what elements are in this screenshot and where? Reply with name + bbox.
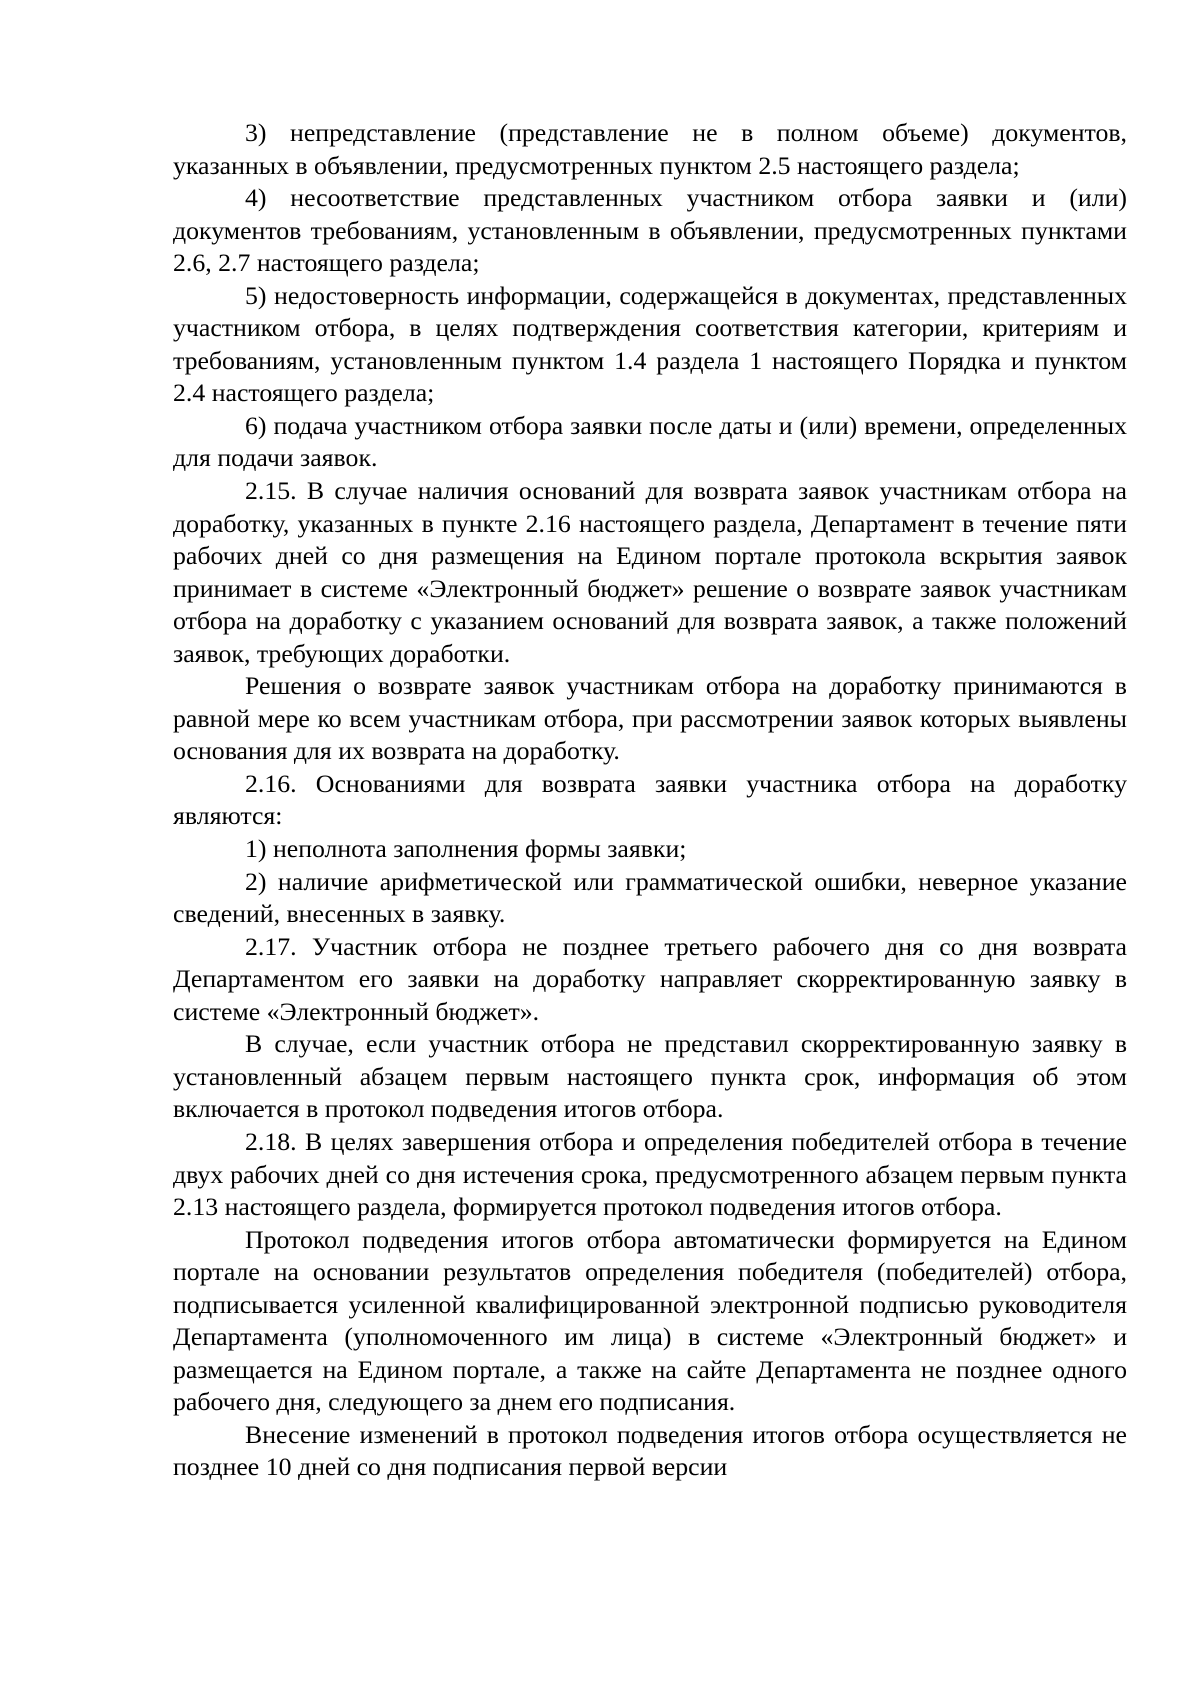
- paragraph-item-6: 6) подача участником отбора заявки после даты и (или) времени, определенных для подачи заявок.: [173, 410, 1127, 473]
- paragraph-2-17: 2.17. Участник отбора не позднее третьего рабочего дня со дня возврата Департаментом его заявки на доработку направляет скорректированную заявку в системе «Электронный бюджет».: [173, 931, 1127, 1026]
- paragraph-item-3: 3) непредставление (представление не в полном объеме) документов, указанных в объявлении, предусмотренных пунктом 2.5 настоящего раздела;: [173, 118, 1127, 180]
- paragraph-item-4: 4) несоответствие представленных участником отбора заявки и (или) документов требованиям, установленным в объявлении, предусмотренных пунктами 2.6, 2.7 настоящего раздела;: [173, 183, 1127, 278]
- paragraph-return-decisions: Решения о возврате заявок участникам отбора на доработку принимаются в равной мере ко всем участникам отбора, при рассмотрении заявок которых выявлены основания для их возврата на доработку.: [173, 671, 1127, 766]
- paragraph-item-5: 5) недостоверность информации, содержащейся в документах, представленных участником отбора, в целях подтверждения соответствия категории, критериям и требованиям, установленным пунктом 1.4 раздела 1 настоящего Порядка и пунктом 2.4 настоящего раздела;: [173, 280, 1127, 408]
- paragraph-2-16-item-2: 2) наличие арифметической или грамматической ошибки, неверное указание сведений, внесенных в заявку.: [173, 866, 1127, 929]
- paragraph-protocol-changes: Внесение изменений в протокол подведения итогов отбора осуществляется не позднее 10 дней со дня подписания первой версии: [173, 1419, 1127, 1482]
- paragraph-2-17-case: В случае, если участник отбора не представил скорректированную заявку в установленный абзацем первым настоящего пункта срок, информация об этом включается в протокол подведения итогов отбора.: [173, 1029, 1127, 1124]
- paragraph-2-18: 2.18. В целях завершения отбора и определения победителей отбора в течение двух рабочих дней со дня истечения срока, предусмотренного абзацем первым пункта 2.13 настоящего раздела, формируется протокол подведения итогов отбора.: [173, 1126, 1127, 1222]
- paragraph-2-16: 2.16. Основаниями для возврата заявки участника отбора на доработку являются:: [173, 768, 1127, 831]
- document-body: [173, 117, 1127, 1484]
- paragraph-2-15: 2.15. В случае наличия оснований для возврата заявок участникам отбора на доработку, указанных в пункте 2.16 настоящего раздела, Департамент в течение пяти рабочих дней со дня размещения на Едином портале протокола вскрытия заявок принимает в системе «Электронный бюджет» решение о возврате заявок участникам отбора на доработку с указанием оснований для возврата заявок, а также положений заявок, требующих доработки.: [173, 476, 1127, 668]
- paragraph-2-16-item-1: 1) неполнота заполнения формы заявки;: [245, 834, 687, 864]
- paragraph-protocol-formation: Протокол подведения итогов отбора автоматически формируется на Едином портале на основании результатов определения победителя (победителей) отбора, подписывается усиленной квалифицированной электронной подписью руководителя Департамента (уполномоченного им лица) в системе «Электронный бюджет» и размещается на Едином портале, а также на сайте Департамента не позднее одного рабочего дня, следующего за днем его подписания.: [173, 1224, 1127, 1417]
